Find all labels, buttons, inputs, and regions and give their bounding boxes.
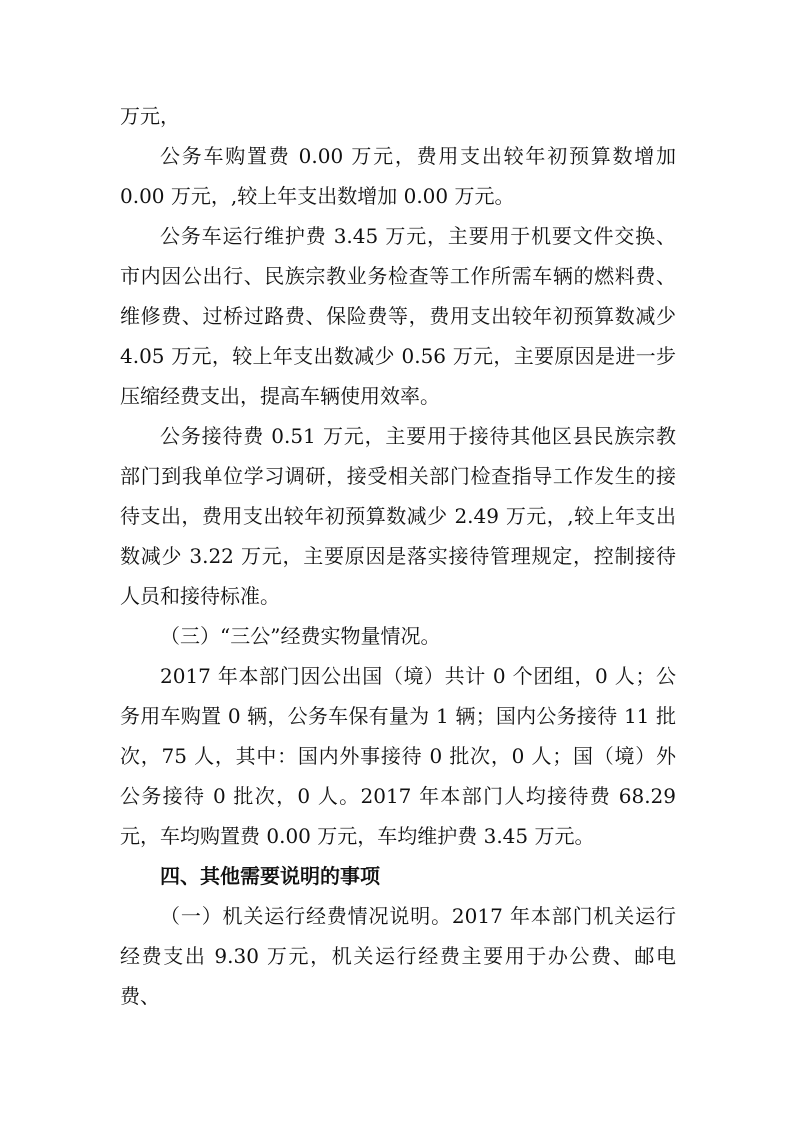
paragraph-vehicle-maintenance: 公务车运行维护费 3.45 万元，主要用于机要文件交换、市内因公出行、民族宗教业务检查等工作所需车辆的燃料费、维修费、过桥过路费、保险费等，费用支出较年初预算数减少 4.05 万元，较上年支出数减少 0.56 万元，主要原因是进一步压缩经费支出，提高车辆使用效率。 — [120, 224, 676, 408]
paragraph-physical-quantity: 2017 年本部门因公出国（境）共计 0 个团组，0 人；公务用车购置 0 辆，公务车保有量为 1 辆；国内公务接待 11 批次，75 人，其中：国内外事接待 0 批次，0 人；国（境）外公务接待 0 批次，0 人。2017 年本部门人均接待费 68.29 元，车均购置费 0.00 万元，车均维护费 3.45 万元。 — [120, 664, 676, 848]
paragraph-vehicle-purchase: 公务车购置费 0.00 万元，费用支出较年初预算数增加 0.00 万元，,较上年支出数增加 0.00 万元。 — [120, 144, 676, 208]
paragraph-continuation: 万元， — [120, 104, 180, 128]
document-body — [120, 96, 676, 1016]
paragraph-reception-fee: 公务接待费 0.51 万元，主要用于接待其他区县民族宗教部门到我单位学习调研，接受相关部门检查指导工作发生的接待支出，费用支出较年初预算数减少 2.49 万元，,较上年支出数减少 3.22 万元，主要原因是落实接待管理规定，控制接待人员和接待标准。 — [120, 424, 676, 608]
paragraph-operating-expenses: （一）机关运行经费情况说明。2017 年本部门机关运行经费支出 9.30 万元，机关运行经费主要用于办公费、邮电费、 — [120, 904, 676, 1008]
section-heading-other-matters: 四、其他需要说明的事项 — [160, 864, 380, 888]
section-heading-physical-quantity: （三）“三公”经费实物量情况。 — [160, 624, 441, 648]
